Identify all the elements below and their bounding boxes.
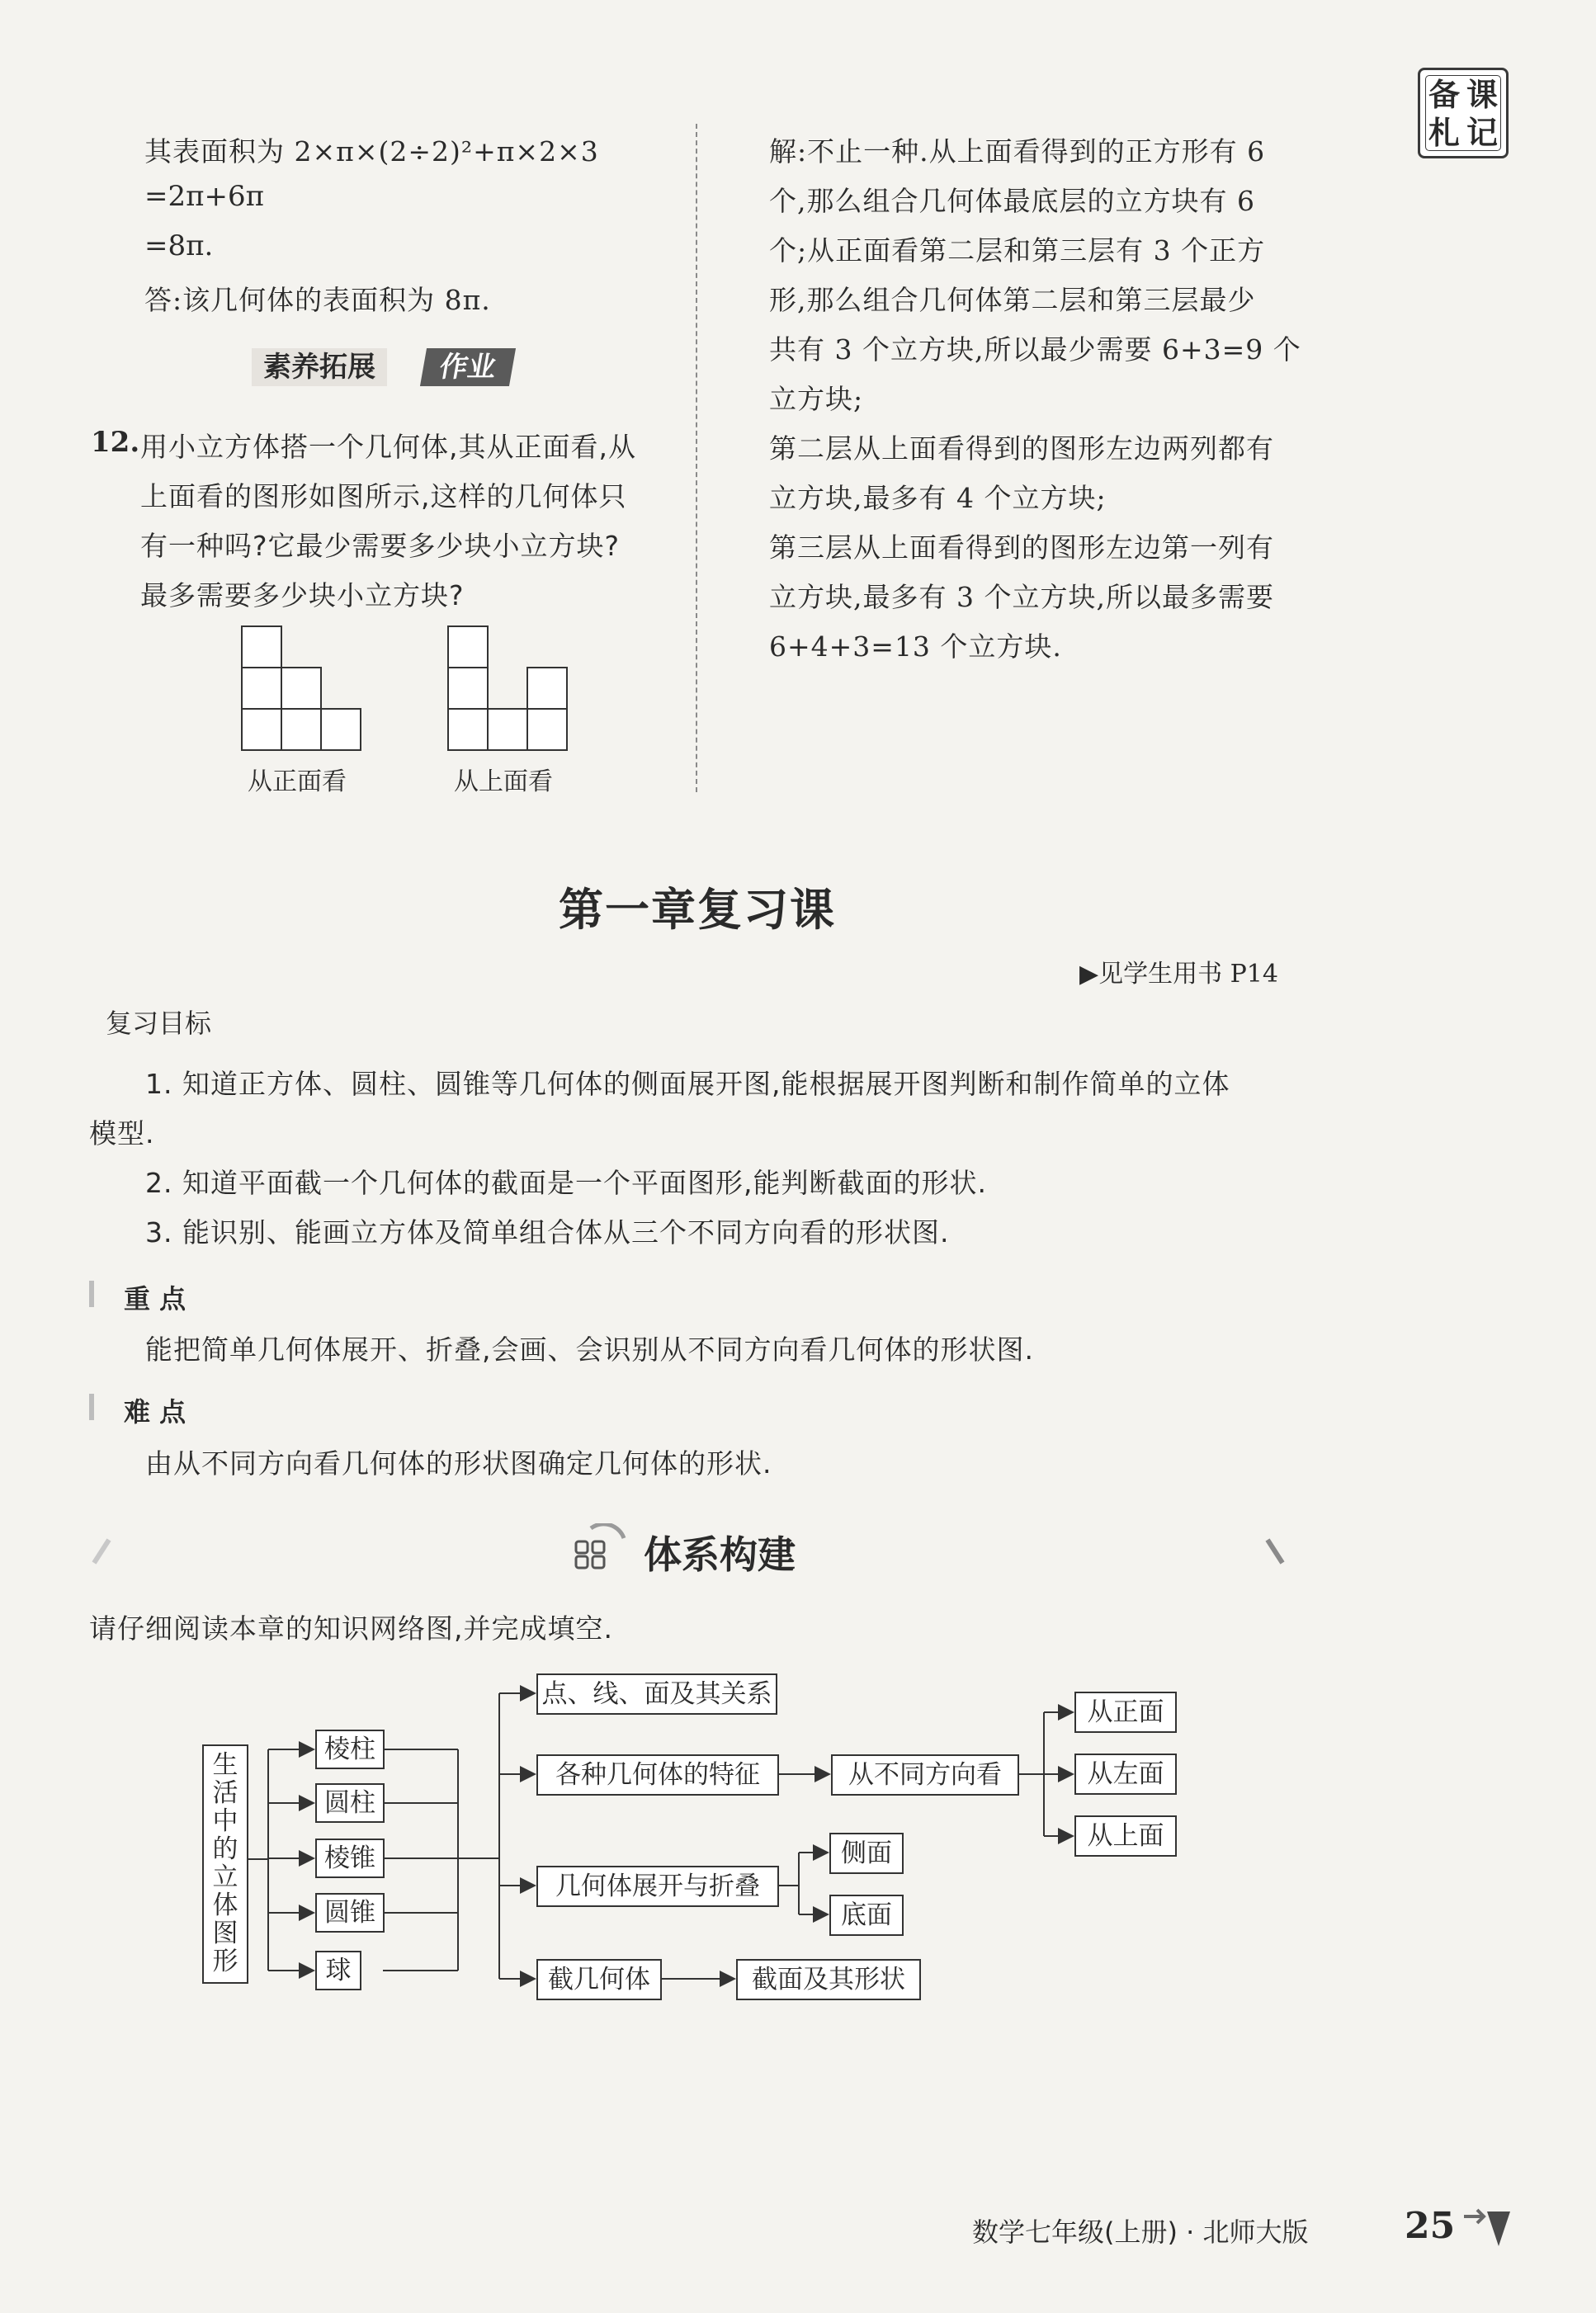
solution-answer: 答:该几何体的表面积为 8π.: [144, 284, 491, 316]
problem-text: 上面看的图形如图所示,这样的几何体只: [140, 480, 627, 512]
root-char: 立: [212, 1862, 238, 1892]
root-char: 形: [212, 1947, 238, 1976]
solution-line: 其表面积为 2×π×(2÷2)²+π×2×3: [144, 135, 599, 168]
view-node: 从左面: [1074, 1754, 1177, 1795]
stamp-char: 记: [1466, 115, 1499, 151]
solution-line: 形,那么组合几何体第二层和第三层最少: [769, 284, 1256, 316]
topic-node: 截几何体: [536, 1959, 662, 2000]
solution-line: =8π.: [144, 229, 214, 262]
solid-node: 棱锥: [315, 1839, 385, 1878]
footer-book-title: 数学七年级(上册) · 北师大版: [972, 2216, 1309, 2248]
solid-node: 圆柱: [315, 1783, 385, 1823]
key-point-text: 能把简单几何体展开、折叠,会画、会识别从不同方向看几何体的形状图.: [145, 1334, 1034, 1366]
solution-line: 共有 3 个立方块,所以最少需要 6+3=9 个: [769, 333, 1301, 366]
diagram-root-node: [202, 1744, 248, 1984]
topic-node: 各种几何体的特征: [536, 1754, 779, 1796]
solution-line: 个,那么组合几何体最底层的立方块有 6: [769, 185, 1255, 217]
page-number: 25: [1405, 2205, 1456, 2247]
solution-line: =2π+6π: [144, 180, 264, 213]
solution-line: 立方块,最多有 3 个立方块,所以最多需要: [769, 581, 1274, 613]
root-char: 生: [212, 1750, 238, 1780]
problem-text: 最多需要多少块小立方块?: [140, 579, 465, 611]
problem-text: 用小立方体搭一个几何体,其从正面看,从: [140, 431, 636, 463]
unfold-node: 侧面: [829, 1833, 904, 1874]
solution-line: 立方块,最多有 4 个立方块;: [769, 482, 1107, 514]
goal-text: 1. 知道正方体、圆柱、圆锥等几何体的侧面展开图,能根据展开图判断和制作简单的立体: [145, 1068, 1230, 1100]
root-char: 活: [212, 1778, 238, 1808]
section-heading: 难 点: [124, 1396, 187, 1428]
reference-text: 见学生用书 P14: [1098, 960, 1278, 989]
stamp-char: 课: [1466, 77, 1499, 113]
solution-line: 解:不止一种.从上面看得到的正方形有 6: [769, 135, 1266, 168]
root-char: 图: [212, 1919, 238, 1948]
root-char: 的: [212, 1834, 238, 1864]
topic-node: 点、线、面及其关系: [536, 1673, 777, 1715]
section-heading: 复习目标: [106, 1008, 212, 1039]
solution-line: 立方块;: [769, 383, 864, 415]
solution-line: 6+4+3=13 个立方块.: [769, 630, 1062, 663]
solid-node: 圆锥: [315, 1893, 385, 1933]
solid-node: 球: [315, 1951, 361, 1990]
solution-line: 第二层从上面看得到的图形左边两列都有: [769, 432, 1274, 465]
instruction-text: 请仔细阅读本章的知识网络图,并完成填空.: [89, 1612, 613, 1645]
unfold-node: 底面: [829, 1895, 904, 1936]
root-char: 体: [212, 1891, 238, 1920]
section-result-node: 截面及其形状: [736, 1959, 921, 2000]
figure-caption: 从正面看: [248, 767, 347, 796]
goal-text: 2. 知道平面截一个几何体的截面是一个平面图形,能判断截面的形状.: [145, 1167, 987, 1199]
system-title: 体系构建: [644, 1532, 796, 1577]
view-node: 从正面: [1074, 1692, 1177, 1733]
view-hub-node: 从不同方向看: [831, 1754, 1019, 1796]
difficulty-text: 由从不同方向看几何体的形状图确定几何体的形状.: [145, 1447, 772, 1480]
figure-caption: 从上面看: [454, 767, 553, 796]
section-heading: 重 点: [124, 1283, 187, 1315]
goal-text: 3. 能识别、能画立方体及简单组合体从三个不同方向看的形状图.: [145, 1216, 950, 1249]
badge-label: 素养拓展: [252, 348, 387, 386]
stamp-char: 备: [1428, 77, 1461, 113]
solid-node: 棱柱: [315, 1730, 385, 1769]
stamp-char: 札: [1428, 115, 1461, 151]
topic-node: 几何体展开与折叠: [536, 1866, 779, 1907]
badge-tag: 作业: [420, 348, 516, 386]
problem-text: 有一种吗?它最少需要多少块小立方块?: [140, 530, 621, 562]
goal-text: 模型.: [89, 1117, 155, 1149]
solution-line: 个;从正面看第二层和第三层有 3 个正方: [769, 234, 1266, 267]
view-node: 从上面: [1074, 1815, 1177, 1857]
root-char: 中: [212, 1806, 238, 1836]
triangle-icon: ▶: [1079, 960, 1099, 989]
problem-number: 12.: [91, 426, 140, 459]
arrow-decoration-icon: [1459, 2205, 1517, 2251]
chapter-title: 第一章复习课: [559, 884, 836, 936]
solution-line: 第三层从上面看得到的图形左边第一列有: [769, 531, 1274, 564]
